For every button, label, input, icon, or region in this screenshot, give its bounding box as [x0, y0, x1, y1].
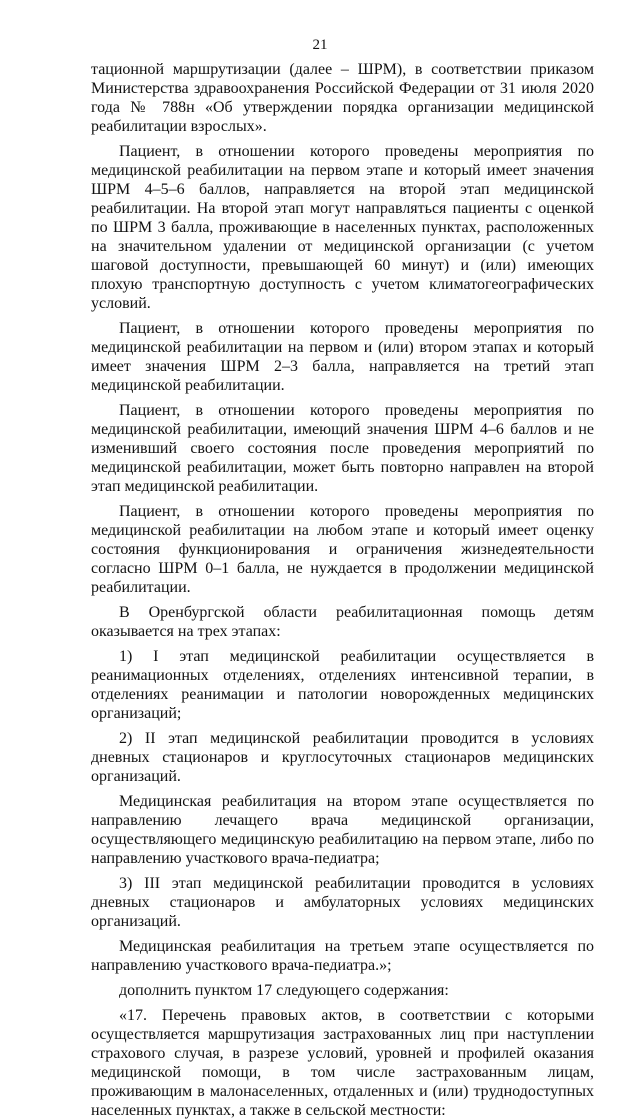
list-item-stage-3: 3) III этап медицинской реабилитации проводится в условиях дневных стационаров и амбулаторных условиях медицинских организаций.: [91, 875, 594, 930]
list-item-stage-2: 2) II этап медицинской реабилитации проводится в условиях дневных стационаров и круглосуточных стационаров медицинских организаций.: [91, 730, 594, 785]
paragraph: Пациент, в отношении которого проведены мероприятия по медицинской реабилитации, имеющий значения ШРМ 4–6 баллов и не изменивший своего состояния после проведения мероприятий по медицинской реабилитации, может быть повторно направлен на второй этап медицинской реабилитации.: [91, 402, 594, 495]
list-item-stage-1: 1) I этап медицинской реабилитации осуществляется в реанимационных отделениях, отделениях интенсивной терапии, в отделениях реанимации и патологии новорожденных медицинских организаций;: [91, 648, 594, 722]
paragraph: Пациент, в отношении которого проведены мероприятия по медицинской реабилитации на первом этапе и который имеет значения ШРМ 4–5–6 баллов, направляется на второй этап медицинской реабилитации. На второй этап могут направляться пациенты с оценкой по ШРМ 3 балла, проживающие в населенных пунктах, расположенных на значительном удалении от медицинской организации (с учетом шаговой доступности, превышающей 60 минут) и (или) имеющих плохую транспортную доступность с учетом климатогеографических условий.: [91, 143, 594, 312]
paragraph: В Оренбургской области реабилитационная помощь детям оказывается на трех этапах:: [91, 604, 594, 640]
document-body: [91, 60, 594, 1120]
page-number: 21: [312, 37, 328, 53]
paragraph: Пациент, в отношении которого проведены мероприятия по медицинской реабилитации на первом и (или) втором этапах и который имеет значения ШРМ 2–3 балла, направляется на третий этап медицинской реабилитации.: [91, 320, 594, 394]
paragraph: Медицинская реабилитация на втором этапе осуществляется по направлению лечащего врача медицинской организации, осуществляющего медицинскую реабилитацию на первом этапе, либо по направлению участкового врача-педиатра;: [91, 793, 594, 867]
paragraph-continuation: тационной маршрутизации (далее – ШРМ), в соответствии приказом Министерства здравоохранения Российской Федерации от 31 июля 2020 года № 788н «Об утверждении порядка организации медицинской реабилитации взрослых».: [91, 61, 594, 135]
paragraph: Медицинская реабилитация на третьем этапе осуществляется по направлению участкового врача-педиатра.»;: [91, 938, 594, 974]
paragraph: Пациент, в отношении которого проведены мероприятия по медицинской реабилитации на любом этапе и который имеет оценку состояния функционирования и ограничения жизнедеятельности согласно ШРМ 0–1 балла, не нуждается в продолжении медицинской реабилитации.: [91, 503, 594, 596]
amendment-intro: дополнить пунктом 17 следующего содержания:: [119, 982, 449, 999]
clause-17: «17. Перечень правовых актов, в соответствии с которыми осуществляется маршрутизация застрахованных лиц при наступлении страхового случая, в разрезе условий, уровней и профилей оказания медицинской помощи, в том числе застрахованным лицам, проживающим в малонаселенных, отдаленных и (или) труднодоступных населенных пунктах, а также в сельской местности:: [91, 1007, 594, 1119]
